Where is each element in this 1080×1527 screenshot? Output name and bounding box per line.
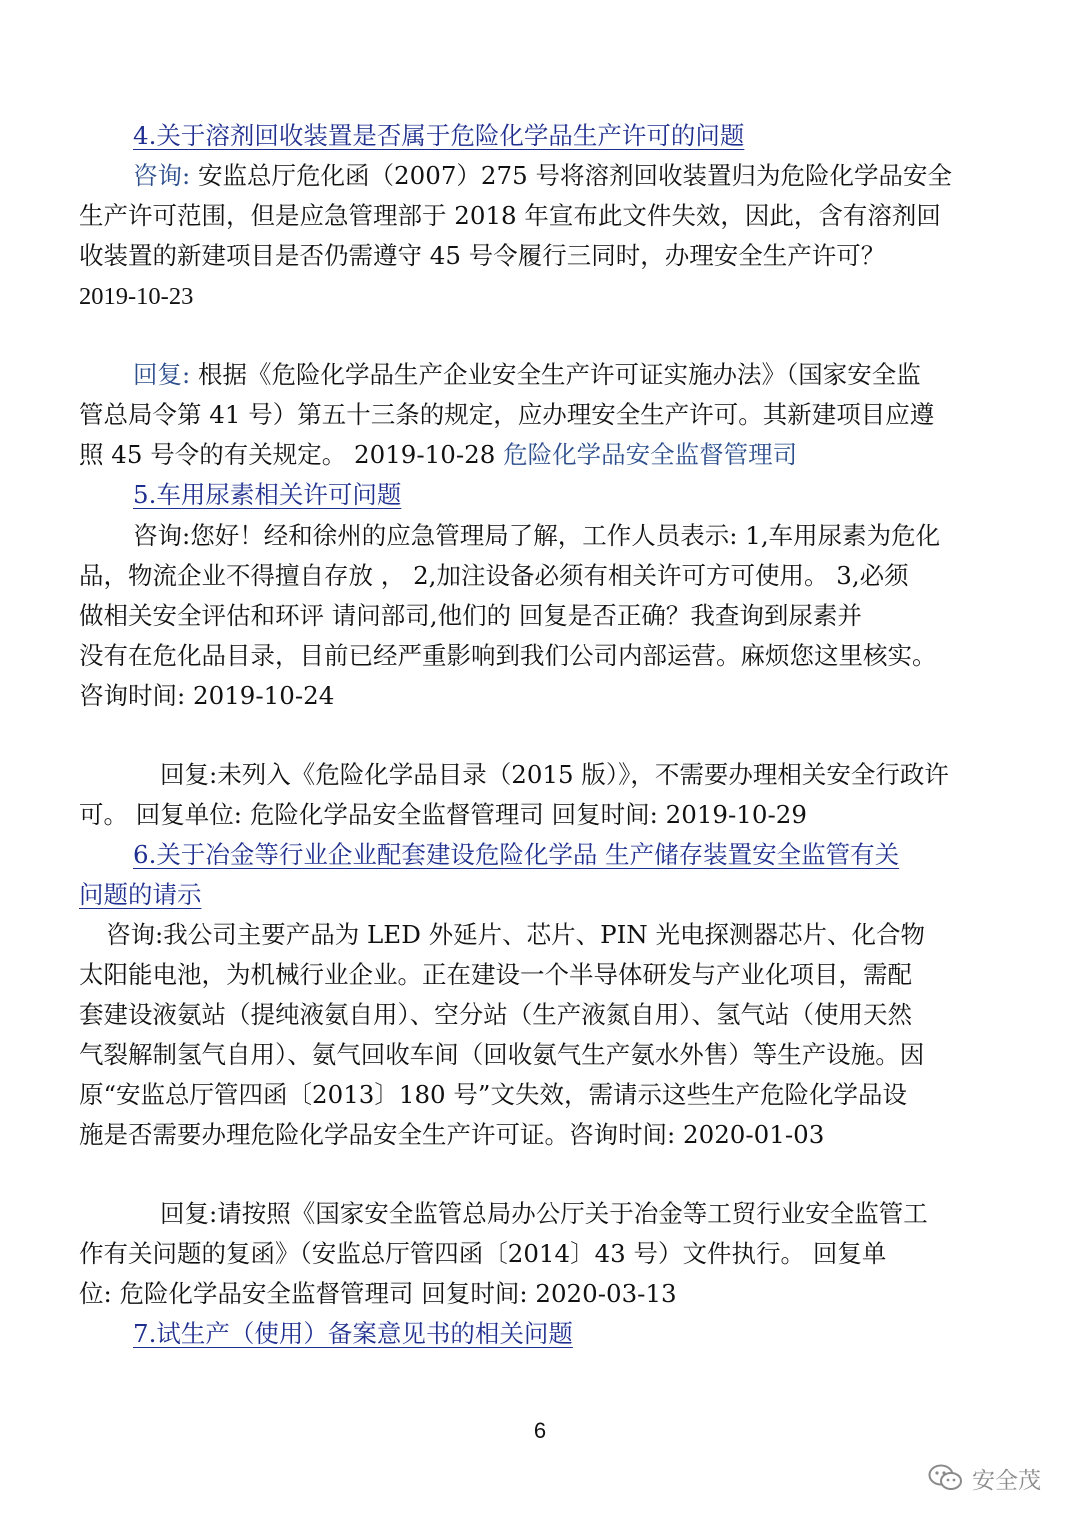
item-4-heading[interactable]: 4.关于溶剂回收装置是否属于危险化学品生产许可的问题 bbox=[133, 121, 745, 150]
item-5-reply-line-2: 可。 回复单位: 危险化学品安全监督管理司 回复时间: 2019-10-29 bbox=[79, 800, 807, 829]
item-6-question-line-5: 原“安监总厅管四函〔2013〕180 号”文失效，需请示这些生产危险化学品设 bbox=[79, 1080, 907, 1109]
watermark-text: 安全茂 bbox=[972, 1467, 1041, 1494]
watermark bbox=[928, 1458, 1041, 1498]
item-4-reply-date: 照 45 号令的有关规定。 2019-10-28 bbox=[79, 440, 504, 469]
item-6-reply-line-2: 作有关问题的复函》（安监总厅管四函〔2014〕43 号）文件执行。 回复单 bbox=[79, 1239, 887, 1268]
wechat-icon bbox=[928, 1463, 964, 1493]
item-6-heading-line-2[interactable]: 问题的请示 bbox=[79, 880, 202, 909]
item-6-question-line-2: 太阳能电池，为机械行业企业。正在建设一个半导体研发与产业化项目，需配 bbox=[79, 960, 912, 989]
item-6-question-line-6: 施是否需要办理危险化学品安全生产许可证。咨询时间: 2020-01-03 bbox=[79, 1120, 825, 1149]
item-5-reply-line-1: 回复:未列入《危险化学品目录（2015 版）》，不需要办理相关安全行政许 bbox=[160, 760, 949, 789]
item-5-heading[interactable]: 5.车用尿素相关许可问题 bbox=[133, 480, 402, 509]
consult-label: 咨询: bbox=[133, 161, 191, 190]
item-4-reply-line-2: 管总局令第 41 号）第五十三条的规定，应办理安全生产许可。其新建项目应遵 bbox=[79, 400, 935, 429]
item-4-question-text: 安监总厅危化函（2007）275 号将溶剂回收装置归为危险化学品安全 bbox=[190, 161, 952, 190]
item-6-question-line-1: 咨询:我公司主要产品为 LED 外延片、芯片、PIN 光电探测器芯片、化合物 bbox=[106, 920, 926, 949]
item-4-question-date: 2019-10-23 bbox=[79, 283, 194, 310]
item-4-reply-line-3 bbox=[79, 435, 1004, 475]
item-7-heading[interactable]: 7.试生产（使用）备案意见书的相关问题 bbox=[133, 1319, 573, 1348]
item-5-question-line-1: 咨询:您好！经和徐州的应急管理局了解，工作人员表示: 1,车用尿素为危化 bbox=[133, 521, 941, 550]
item-5-question-time: 咨询时间: 2019-10-24 bbox=[79, 681, 335, 710]
item-6-reply-line-1: 回复:请按照《国家安全监管总局办公厅关于冶金等工贸行业安全监管工 bbox=[160, 1199, 928, 1228]
reply-label: 回复: bbox=[133, 360, 191, 389]
item-6-heading-line-1[interactable]: 6.关于冶金等行业企业配套建设危险化学品 生产储存装置安全监管有关 bbox=[133, 840, 900, 869]
item-4-reply-line-1 bbox=[133, 355, 1004, 395]
item-5-question-line-4: 没有在危化品目录，目前已经严重影响到我们公司内部运营。麻烦您这里核实。 bbox=[79, 641, 937, 670]
page-number: 6 bbox=[533, 1418, 547, 1443]
item-5-question-line-3: 做相关安全评估和环评 请问部司,他们的 回复是否正确？我查询到尿素并 bbox=[79, 601, 862, 630]
item-4-reply-text: 根据《危险化学品生产企业安全生产许可证实施办法》（国家安全监 bbox=[190, 360, 921, 389]
item-4-question-line-1 bbox=[133, 156, 1004, 196]
item-6-reply-line-3: 位: 危险化学品安全监督管理司 回复时间: 2020-03-13 bbox=[79, 1279, 677, 1308]
item-4-question-line-3: 收装置的新建项目是否仍需遵守 45 号令履行三同时，办理安全生产许可？ bbox=[79, 241, 886, 270]
item-6-question-line-3: 套建设液氨站（提纯液氨自用）、空分站（生产液氮自用）、氢气站（使用天然 bbox=[79, 1000, 912, 1029]
item-6-question-line-4: 气裂解制氢气自用）、氨气回收车间（回收氨气生产氨水外售）等生产设施。因 bbox=[79, 1040, 925, 1069]
item-4-question-line-2: 生产许可范围，但是应急管理部于 2018 年宣布此文件失效，因此，含有溶剂回 bbox=[79, 201, 941, 230]
item-4-reply-department: 危险化学品安全监督管理司 bbox=[503, 440, 798, 469]
item-5-question-line-2: 品，物流企业不得擅自存放 ， 2,加注设备必须有相关许可方可使用。 3,必须 bbox=[79, 561, 909, 590]
